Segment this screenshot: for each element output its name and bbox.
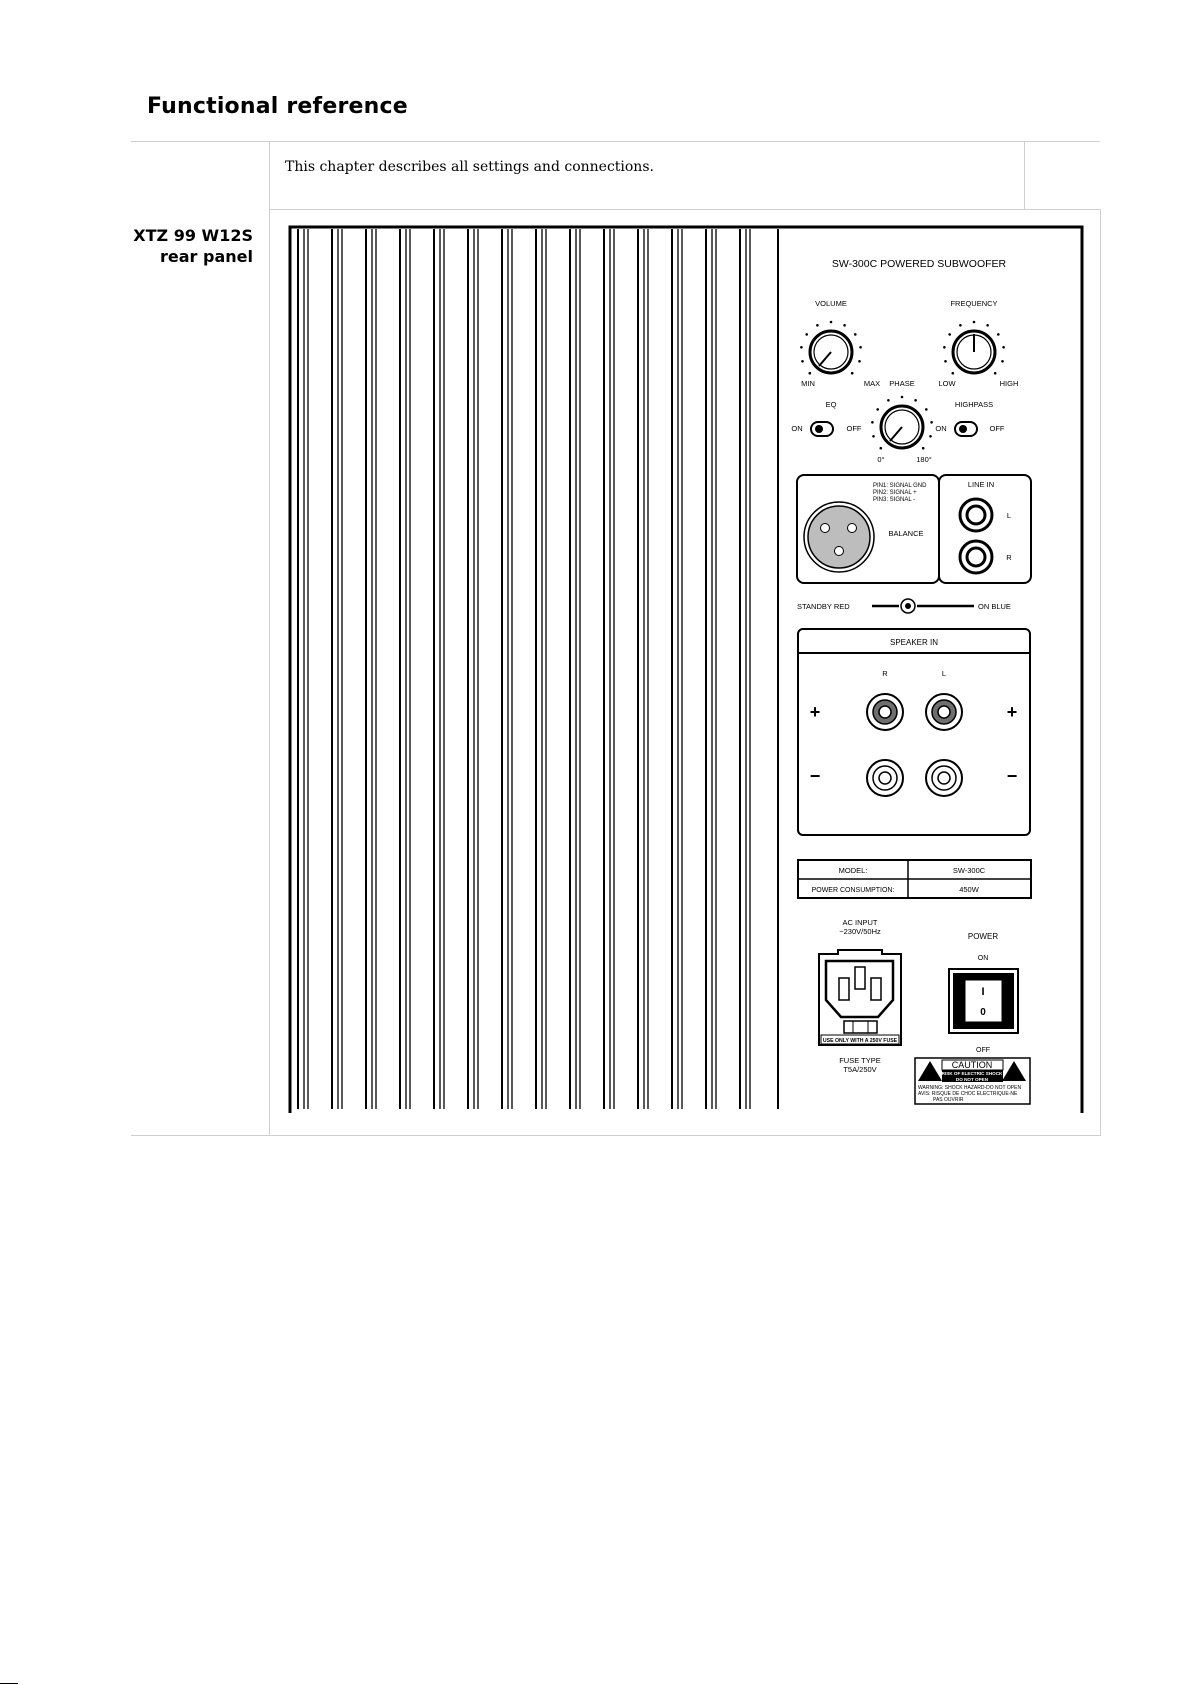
- scale-dot: [948, 333, 951, 336]
- speaker-in-l: L: [941, 669, 947, 678]
- fuse-type-value: T5A/250V: [843, 1065, 877, 1074]
- bottom-rule: [131, 1135, 1100, 1136]
- line-in-label: LINE IN: [967, 480, 995, 489]
- power-on-label: ON: [977, 955, 989, 962]
- caution-sub1: RISK OF ELECTRIC SHOCK: [941, 1071, 1003, 1076]
- ac-input-label: AC INPUT: [842, 918, 878, 927]
- volume-max: MAX: [863, 379, 881, 388]
- caution-title: CAUTION: [951, 1060, 993, 1070]
- scale-dot: [871, 421, 874, 424]
- section-label-model: XTZ 99 W12S: [133, 226, 253, 245]
- speaker-terminal-r-minus[interactable]: [867, 760, 903, 796]
- iec-pin-neutral: [871, 978, 881, 1000]
- line-in-l: L: [1006, 511, 1012, 520]
- scale-dot: [952, 372, 955, 375]
- phase-label: PHASE: [889, 379, 915, 388]
- scale-dot: [1002, 346, 1005, 349]
- scale-dot: [1001, 360, 1004, 363]
- xlr-connector[interactable]: [808, 506, 870, 568]
- scale-dot: [843, 324, 846, 327]
- spec-model-value: SW-300C: [952, 866, 986, 875]
- spec-power-value: 450W: [959, 885, 979, 894]
- xlr-pin-hole-3: [835, 547, 844, 556]
- section-label-sub: rear panel: [160, 247, 253, 266]
- xlr-pin1: PIN1: SIGNAL GND: [873, 483, 927, 489]
- scale-dot: [973, 321, 976, 324]
- fuse-note: USE ONLY WITH A 250V FUSE: [822, 1038, 898, 1044]
- speaker-plus-left: +: [809, 702, 821, 722]
- volume-min: MIN: [801, 379, 815, 388]
- line-in-r: R: [1006, 553, 1012, 562]
- speaker-terminal-l-plus[interactable]: [926, 694, 962, 730]
- highpass-on: ON: [935, 424, 947, 433]
- spec-model-label: MODEL:: [838, 866, 868, 875]
- right-column-divider-top: [1024, 141, 1025, 209]
- scale-dot: [858, 360, 861, 363]
- scale-dot: [816, 324, 819, 327]
- speaker-terminal-r-plus[interactable]: [867, 694, 903, 730]
- speaker-plus-right: +: [1006, 702, 1018, 722]
- middle-rule: [269, 209, 1100, 210]
- ac-input-voltage: ~230V/50Hz: [839, 927, 881, 936]
- page-title: Functional reference: [147, 94, 408, 119]
- xlr-pin-hole-1: [821, 524, 830, 533]
- scale-dot: [986, 324, 989, 327]
- scale-dot: [929, 435, 932, 438]
- scale-dot: [944, 360, 947, 363]
- scale-dot: [887, 399, 890, 402]
- xlr-balance-label: BALANCE: [888, 529, 924, 538]
- spec-power-label: POWER CONSUMPTION:: [811, 887, 895, 894]
- scale-dot: [930, 421, 933, 424]
- frequency-label: FREQUENCY: [950, 299, 998, 308]
- scale-dot: [805, 333, 808, 336]
- fuse-type-label: FUSE TYPE: [839, 1056, 881, 1065]
- scale-dot: [859, 346, 862, 349]
- highpass-label: HIGHPASS: [954, 400, 994, 409]
- speaker-minus-right: −: [1006, 766, 1018, 786]
- scale-dot: [959, 324, 962, 327]
- rear-panel-figure: [288, 225, 1084, 1113]
- rear-panel-drawing: [288, 225, 1084, 1113]
- iec-pin-live: [839, 978, 849, 1000]
- power-switch-i: I: [981, 986, 985, 998]
- speaker-in-r: R: [882, 669, 888, 678]
- eq-off: OFF: [846, 424, 862, 433]
- section-label: [133, 225, 253, 267]
- power-switch-o: 0: [980, 1007, 986, 1018]
- fuse-drawer[interactable]: [844, 1021, 877, 1033]
- caution-avis-1: AVIS: RISQUE DE CHOC ELECTRIQUE-NE: [918, 1091, 1018, 1097]
- led-on-label: ON BLUE: [978, 602, 1011, 611]
- phase-180: 180°: [916, 455, 932, 464]
- scale-dot: [800, 346, 803, 349]
- power-label: POWER: [967, 932, 999, 941]
- speaker-in-box: [798, 629, 1030, 835]
- speaker-terminal-l-minus[interactable]: [926, 760, 962, 796]
- scale-dot: [801, 360, 804, 363]
- eq-label: EQ: [825, 400, 837, 409]
- scale-dot: [876, 408, 879, 411]
- scale-dot: [922, 447, 925, 450]
- right-column-divider-bottom: [1100, 209, 1101, 1136]
- scale-dot: [830, 321, 833, 324]
- caution-avis-2: PAS OUVRIR: [933, 1097, 964, 1103]
- caution-sub2: DO NOT OPEN: [955, 1077, 989, 1082]
- scale-dot: [901, 396, 904, 399]
- xlr-pin2: PIN2: SIGNAL +: [873, 490, 917, 496]
- scale-dot: [854, 333, 857, 336]
- caution-warning: WARNING: SHOCK HAZARD-DO NOT OPEN: [918, 1085, 1022, 1091]
- scale-dot: [943, 346, 946, 349]
- scale-dot: [925, 408, 928, 411]
- eq-toggle-lever: [815, 425, 823, 433]
- volume-label: VOLUME: [815, 299, 847, 308]
- power-off-label: OFF: [976, 1047, 990, 1054]
- phase-0: 0°: [877, 455, 885, 464]
- line-in-right-jack-inner: [967, 548, 985, 566]
- highpass-toggle-lever: [959, 425, 967, 433]
- page-edge-mark: [0, 1683, 18, 1684]
- scale-dot: [851, 372, 854, 375]
- scale-dot: [997, 333, 1000, 336]
- scale-dot: [872, 435, 875, 438]
- frequency-high: HIGH: [999, 379, 1019, 388]
- top-rule: [131, 141, 1100, 142]
- power-led-center: [905, 603, 911, 609]
- eq-on: ON: [791, 424, 803, 433]
- scale-dot: [880, 447, 883, 450]
- frequency-low: LOW: [938, 379, 956, 388]
- panel-title: SW-300C POWERED SUBWOOFER: [831, 258, 1007, 270]
- led-standby-label: STANDBY RED: [797, 602, 850, 611]
- left-column-divider: [269, 141, 270, 1136]
- speaker-minus-left: −: [809, 766, 821, 786]
- xlr-pin3: PIN3: SIGNAL -: [873, 497, 916, 503]
- scale-dot: [994, 372, 997, 375]
- scale-dot: [809, 372, 812, 375]
- iec-pin-earth: [855, 967, 865, 989]
- intro-text: This chapter describes all settings and connections.: [285, 159, 654, 175]
- line-in-left-jack-inner: [967, 506, 985, 524]
- xlr-pin-hole-2: [848, 524, 857, 533]
- scale-dot: [914, 399, 917, 402]
- highpass-off: OFF: [989, 424, 1005, 433]
- speaker-in-label: SPEAKER IN: [889, 638, 939, 647]
